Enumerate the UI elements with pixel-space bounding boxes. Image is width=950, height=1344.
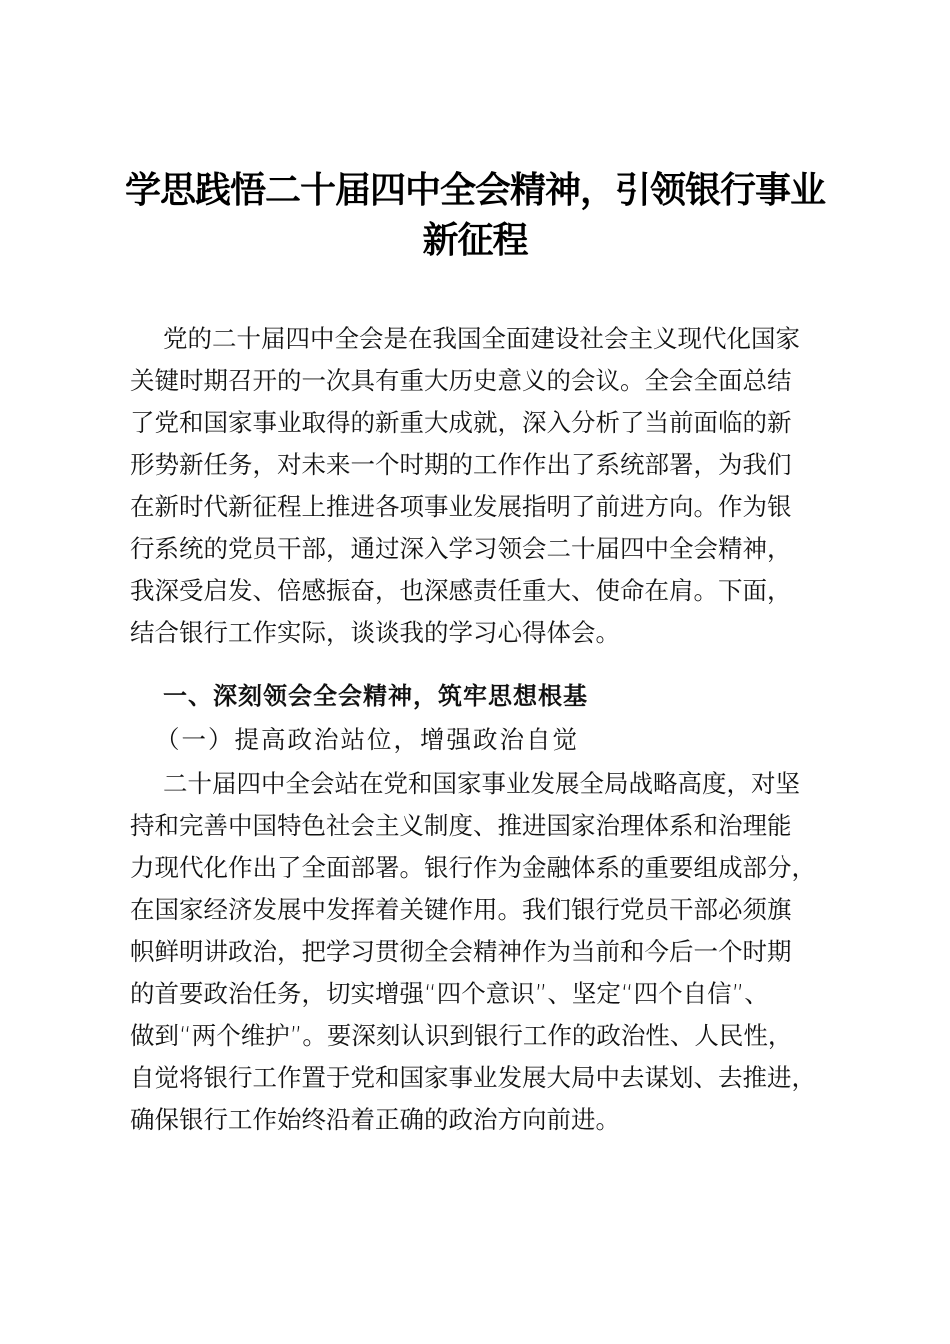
paragraph-1-line-5: 在新时代新征程上推进各项事业发展指明了前进方向。作为银: [130, 492, 792, 521]
document-title-line-1: 学思践悟二十届四中全会精神，引领银行事业: [124, 169, 825, 211]
document-title-line-2: 新征程: [422, 219, 528, 261]
paragraph-2-line-8: 自觉将银行工作置于党和国家事业发展大局中去谋划、去推进，: [130, 1063, 816, 1092]
paragraph-1-line-3: 了党和国家事业取得的新重大成就，深入分析了当前面临的新: [130, 408, 792, 437]
paragraph-1-line-7: 我深受启发、倍感振奋，也深感责任重大、使命在肩。下面，: [130, 576, 792, 605]
subsection-heading-1: （一）提高政治站位，增强政治自觉: [155, 725, 579, 754]
paragraph-1-line-6: 行系统的党员干部，通过深入学习领会二十届四中全会精神，: [130, 534, 792, 563]
section-heading-1: 一、深刻领会全会精神，筑牢思想根基: [163, 682, 588, 710]
paragraph-2-line-6: 的首要政治任务，切实增强“四个意识”、坚定“四个自信”、: [130, 979, 769, 1008]
paragraph-1-line-1: 党的二十届四中全会是在我国全面建设社会主义现代化国家: [163, 324, 800, 353]
paragraph-1-line-8: 结合银行工作实际，谈谈我的学习心得体会。: [130, 618, 620, 647]
paragraph-2-line-4: 在国家经济发展中发挥着关键作用。我们银行党员干部必须旗: [130, 895, 792, 924]
paragraph-2-line-3: 力现代化作出了全面部署。银行作为金融体系的重要组成部分，: [130, 853, 816, 882]
paragraph-2-line-2: 持和完善中国特色社会主义制度、推进国家治理体系和治理能: [130, 811, 792, 840]
paragraph-2-line-5: 帜鲜明讲政治，把学习贯彻全会精神作为当前和今后一个时期: [130, 937, 792, 966]
paragraph-2-line-9: 确保银行工作始终沿着正确的政治方向前进。: [130, 1105, 620, 1134]
paragraph-2-line-7: 做到“两个维护”。要深刻认识到银行工作的政治性、人民性，: [130, 1021, 793, 1050]
paragraph-2-line-1: 二十届四中全会站在党和国家事业发展全局战略高度，对坚: [163, 769, 800, 798]
paragraph-1-line-2: 关键时期召开的一次具有重大历史意义的会议。全会全面总结: [130, 366, 792, 395]
paragraph-1-line-4: 形势新任务，对未来一个时期的工作作出了系统部署，为我们: [130, 450, 792, 479]
